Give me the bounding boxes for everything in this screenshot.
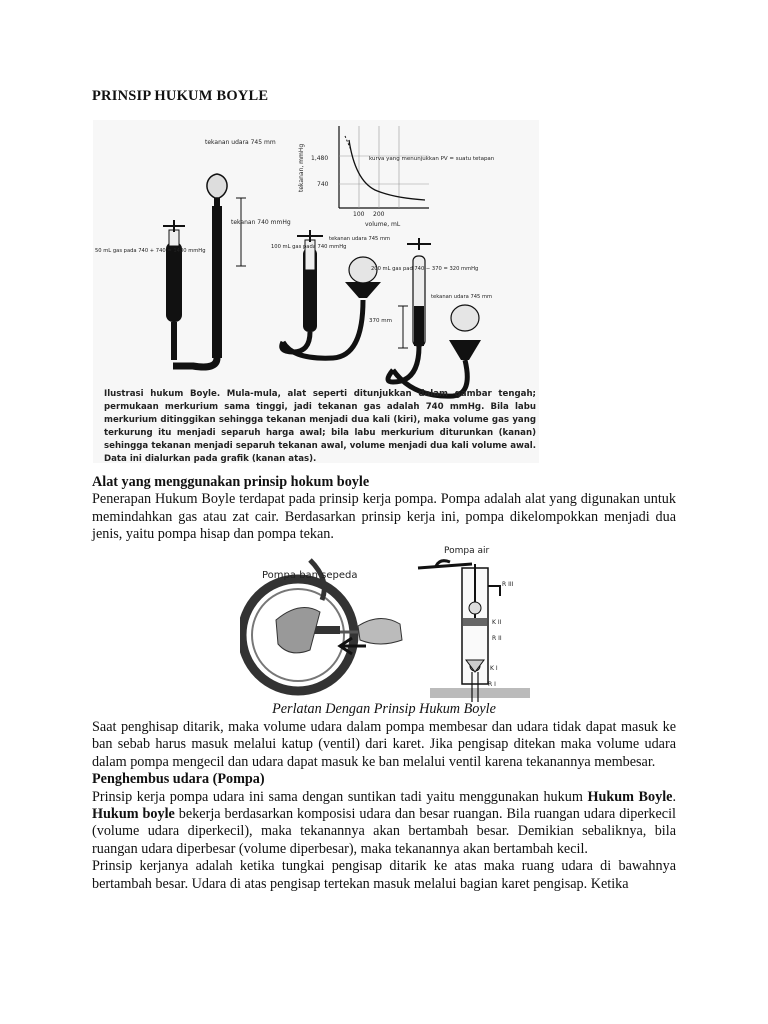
graph-ytick-740: 740 (317, 181, 329, 188)
graph-curve-label: kurva yang menunjukkan PV = suatu tetapan (369, 156, 495, 162)
part-label: R III (502, 581, 514, 588)
part-label: R I (488, 681, 496, 688)
label-gas-right: 200 mL gas pad 740 − 370 = 320 mmHg (371, 266, 479, 272)
label-pressure-740: tekanan 740 mmHg (231, 219, 291, 226)
graph-ytick-1480: 1,480 (311, 155, 329, 162)
section2-heading: Penghembus udara (Pompa) (92, 771, 265, 788)
label-bike-pump: Pompa ban sepeda (262, 570, 358, 581)
page-title: PRINSIP HUKUM BOYLE (92, 88, 269, 104)
section2-paragraph1: Prinsip kerja pompa udara ini sama dengan suntikan tadi yaitu menggunakan hukum Hukum Boyle. Hukum boyle bekerja berdasarkan komposisi udara dan besar ruangan. Bila ruangan udara diperkecil (volume udara diperkecil), maka tekanannya akan bertambah besar. Demikian sebaliknya, bila ruangan udara diperbesar (volume diperbesar), maka tekanannya akan bertambah kecil. (92, 788, 676, 857)
main-text (92, 719, 676, 893)
graph-xlabel: volume, mL (365, 221, 401, 228)
section1-heading: Alat yang menggunakan prinsip hokum boyle (92, 474, 370, 490)
label-pressure-mid: tekanan udara 745 mm (329, 236, 391, 242)
label-water-pump: Pompa air (444, 546, 490, 556)
graph-xtick-100: 100 (353, 211, 365, 218)
section1 (92, 474, 676, 544)
figure2-caption: Perlatan Dengan Prinsip Hukum Boyle (272, 701, 496, 717)
label-gas-left: 50 mL gas pada 740 + 740 = 1480 mmHg (95, 248, 206, 254)
part-label: R II (492, 635, 502, 642)
figure1-caption: Ilustrasi hukum Boyle. Mula-mula, alat seperti ditunjukkan dalam gambar tengah; permukaan merkurium sama tinggi, jadi tekanan gas adalah 740 mmHg. Bila labu merkurium ditinggikan sehingga tekanan menjadi dua kali (kiri), maka volume gas yang terkurung itu menjadi separuh harga awal; bila labu merkurium diturunkan (kanan) sehingga tekanan menjadi separuh tekanan awal, volume menjadi dua kali volume awal. Data ini dialurkan pada grafik (kanan atas). (104, 389, 536, 464)
part-label: K II (492, 619, 502, 626)
pump-figure (240, 540, 530, 705)
graph-ylabel: tekanan, mmHg (298, 143, 305, 192)
section1-paragraph: Penerapan Hukum Boyle terdapat pada prinsip kerja pompa. Pompa adalah alat yang digunakan untuk memindahkan gas atau zat cair. Berdasarkan prinsip kerja ini, pompa dikelompokkan menjadi dua jenis, yaitu pompa hisap dan pompa tekan. (92, 491, 676, 543)
label-gas-mid: 100 mL gas pada 740 mmHg (271, 244, 347, 250)
label-pressure-right: tekanan udara 745 mm (431, 294, 493, 300)
paragraph-pump-action: Saat penghisap ditarik, maka volume udara dalam pompa membesar dan udara tidak dapat masuk ke ban sebab harus masuk melalui katup (ventil) dari karet. Jika pengisap ditekan maka volume udara dalam pompa mengecil dan udara dapat masuk ke ban melalui ventil karena tekanannya membesar. (92, 719, 676, 770)
graph-xtick-200: 200 (373, 211, 385, 218)
label-height-370: 370 mm (369, 318, 392, 324)
section2-paragraph2: Prinsip kerjanya adalah ketika tungkai pengisap ditarik ke atas maka ruang udara di bawahnya bertambah besar. Udara di atas pengisap tertekan masuk melalui bagian karet pengisap. Ketika (92, 858, 676, 892)
label-pressure-top: tekanan udara 745 mm (205, 139, 276, 146)
part-label: K I (490, 665, 498, 672)
